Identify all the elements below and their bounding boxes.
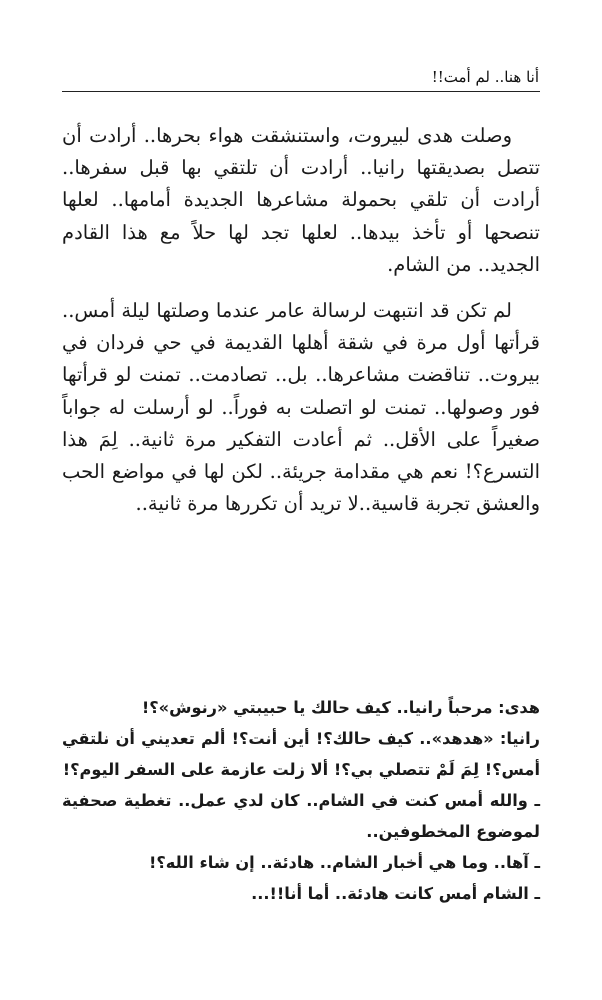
dialogue-line-3: ـ والله أمس كنت في الشام.. كان لدي عمل.. تغطية صحفية لموضوع المخطوفين..: [62, 791, 540, 841]
dialogue-line-5: ـ الشام أمس كانت هادئة.. أما أنا!!...: [251, 884, 540, 903]
paragraph-1: وصلت هدى لبيروت، واستنشقت هواء بحرها.. أرادت أن تتصل بصديقتها رانيا.. أرادت أن تلتقي بها قبل سفرها.. أرادت أن تلقي بحمولة مشاعرها الجديدة أمامها.. لعلها تنصحها أو تأخذ بيدها.. لعلها تجد لها حلاً مع هذا القادم الجديد.. من الشام.: [62, 124, 540, 276]
body-text: [62, 120, 540, 534]
running-header-title: أنا هنا.. لم أمت!!: [431, 68, 539, 86]
paragraph-2: لم تكن قد انتبهت لرسالة عامر عندما وصلتها ليلة أمس.. قرأتها أول مرة في شقة أهلها القديمة في حي فردان في بيروت.. تناقضت مشاعرها.. بل.. تصادمت.. تمنت لو قرأتها فور وصولها.. تمنت لو اتصلت به فوراً.. لو أرسلت له جواباً صغيراً على الأقل.. ثم أعادت التفكير مرة ثانية.. لِمَ هذا التسرع؟! نعم هي مقدامة جريئة.. لكن لها في مواضع الحب والعشق تجربة قاسية..لا تريد أن تكررها مرة ثانية..: [62, 299, 540, 516]
dialogue-section: [62, 692, 540, 909]
dialogue-line-2: رانيا: «هدهد».. كيف حالك؟! أين أنت؟! ألم تعديني أن نلتقي أمس؟! لِمَ لَمْ تتصلي بي؟! ألا زلت عازمة على السفر اليوم؟!: [62, 729, 540, 779]
dialogue-line-4: ـ آها.. وما هي أخبار الشام.. هادئة.. إن شاء الله؟!: [149, 853, 540, 872]
dialogue-line-1: هدى: مرحباً رانيا.. كيف حالك يا حبيبتي «رنوش»؟!: [141, 698, 540, 717]
header-rule-divider: [62, 91, 540, 92]
